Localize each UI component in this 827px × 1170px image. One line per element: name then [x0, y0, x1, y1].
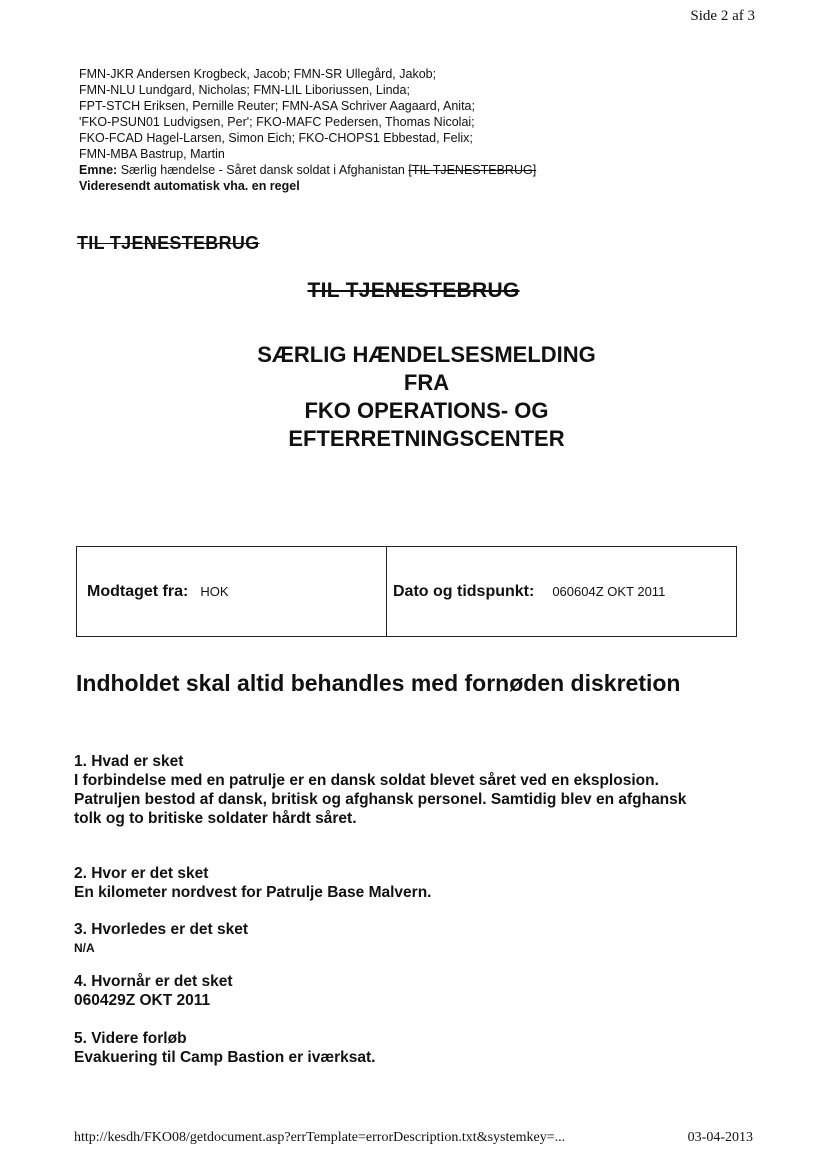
received-from-label: Modtaget fra:	[87, 582, 189, 600]
section-next-steps	[74, 1029, 376, 1067]
title-line: EFTERRETNINGSCENTER	[288, 426, 565, 451]
section-body: N/A	[74, 941, 95, 955]
classification-stamp-struck: TIL TJENESTEBRUG	[77, 233, 260, 253]
section-heading: 4. Hvornår er det sket	[74, 973, 233, 990]
recipient-line: FMN-NLU Lundgard, Nicholas; FMN-LIL Liboriussen, Linda;	[79, 83, 410, 97]
subject-line	[79, 162, 639, 178]
info-table	[76, 546, 737, 637]
section-body: En kilometer nordvest for Patrulje Base Malvern.	[74, 884, 432, 901]
section-body: Evakuering til Camp Bastion er iværksat.	[74, 1049, 376, 1066]
section-body-line: Patruljen bestod af dansk, britisk og afghansk personel. Samtidig blev en afghansk	[74, 791, 687, 808]
section-where	[74, 864, 431, 902]
email-header	[79, 66, 639, 194]
recipient-line: FMN-MBA Bastrup, Martin	[79, 147, 225, 161]
section-body-line: I forbindelse med en patrulje er en dansk soldat blevet såret ved en eksplosion.	[74, 772, 659, 789]
section-body: 060429Z OKT 2011	[74, 992, 211, 1009]
datetime-value: 060604Z OKT 2011	[552, 584, 666, 599]
discretion-notice: Indholdet skal altid behandles med fornøden diskretion	[76, 670, 681, 696]
recipient-line: FKO-FCAD Hagel-Larsen, Simon Eich; FKO-CHOPS1 Ebbestad, Felix;	[79, 131, 473, 145]
subject-label: Emne:	[79, 163, 118, 177]
datetime-cell	[387, 547, 736, 636]
section-heading: 3. Hvorledes er det sket	[74, 921, 249, 938]
received-from-cell	[77, 547, 387, 636]
footer-url: http://kesdh/FKO08/getdocument.asp?errTemplate=errorDescription.txt&systemkey=...	[74, 1130, 566, 1145]
subject-struck-classification: [TIL TJENESTEBRUG]	[408, 163, 537, 177]
section-body-line: tolk og to britiske soldater hårdt såret.	[74, 810, 357, 827]
subject-text: Særlig hændelse - Såret dansk soldat i Afghanistan	[120, 163, 405, 177]
recipient-line: FPT-STCH Eriksen, Pernille Reuter; FMN-ASA Schriver Aagaard, Anita;	[79, 99, 475, 113]
page-number: Side 2 af 3	[690, 8, 755, 24]
section-how	[74, 920, 248, 958]
recipient-line: 'FKO-PSUN01 Ludvigsen, Per'; FKO-MAFC Pedersen, Thomas Nicolai;	[79, 115, 475, 129]
footer-date: 03-04-2013	[687, 1130, 753, 1145]
section-heading: 1. Hvad er sket	[74, 753, 184, 770]
forwarded-note: Videresendt automatisk vha. en regel	[79, 179, 300, 193]
section-heading: 2. Hvor er det sket	[74, 865, 209, 882]
received-from-value: HOK	[200, 584, 229, 599]
classification-stamp-center	[0, 279, 827, 303]
section-what-happened	[74, 752, 686, 828]
title-line: SÆRLIG HÆNDELSESMELDING	[257, 342, 596, 367]
section-when	[74, 972, 233, 1010]
classification-stamp-center-text: TIL TJENESTEBRUG	[307, 279, 520, 302]
recipient-line: FMN-JKR Andersen Krogbeck, Jacob; FMN-SR Ullegård, Jakob;	[79, 67, 437, 81]
title-line: FKO OPERATIONS- OG	[304, 398, 549, 423]
document-title	[0, 341, 827, 453]
section-heading: 5. Videre forløb	[74, 1030, 187, 1047]
datetime-label: Dato og tidspunkt:	[393, 582, 535, 600]
title-line: FRA	[403, 370, 450, 395]
